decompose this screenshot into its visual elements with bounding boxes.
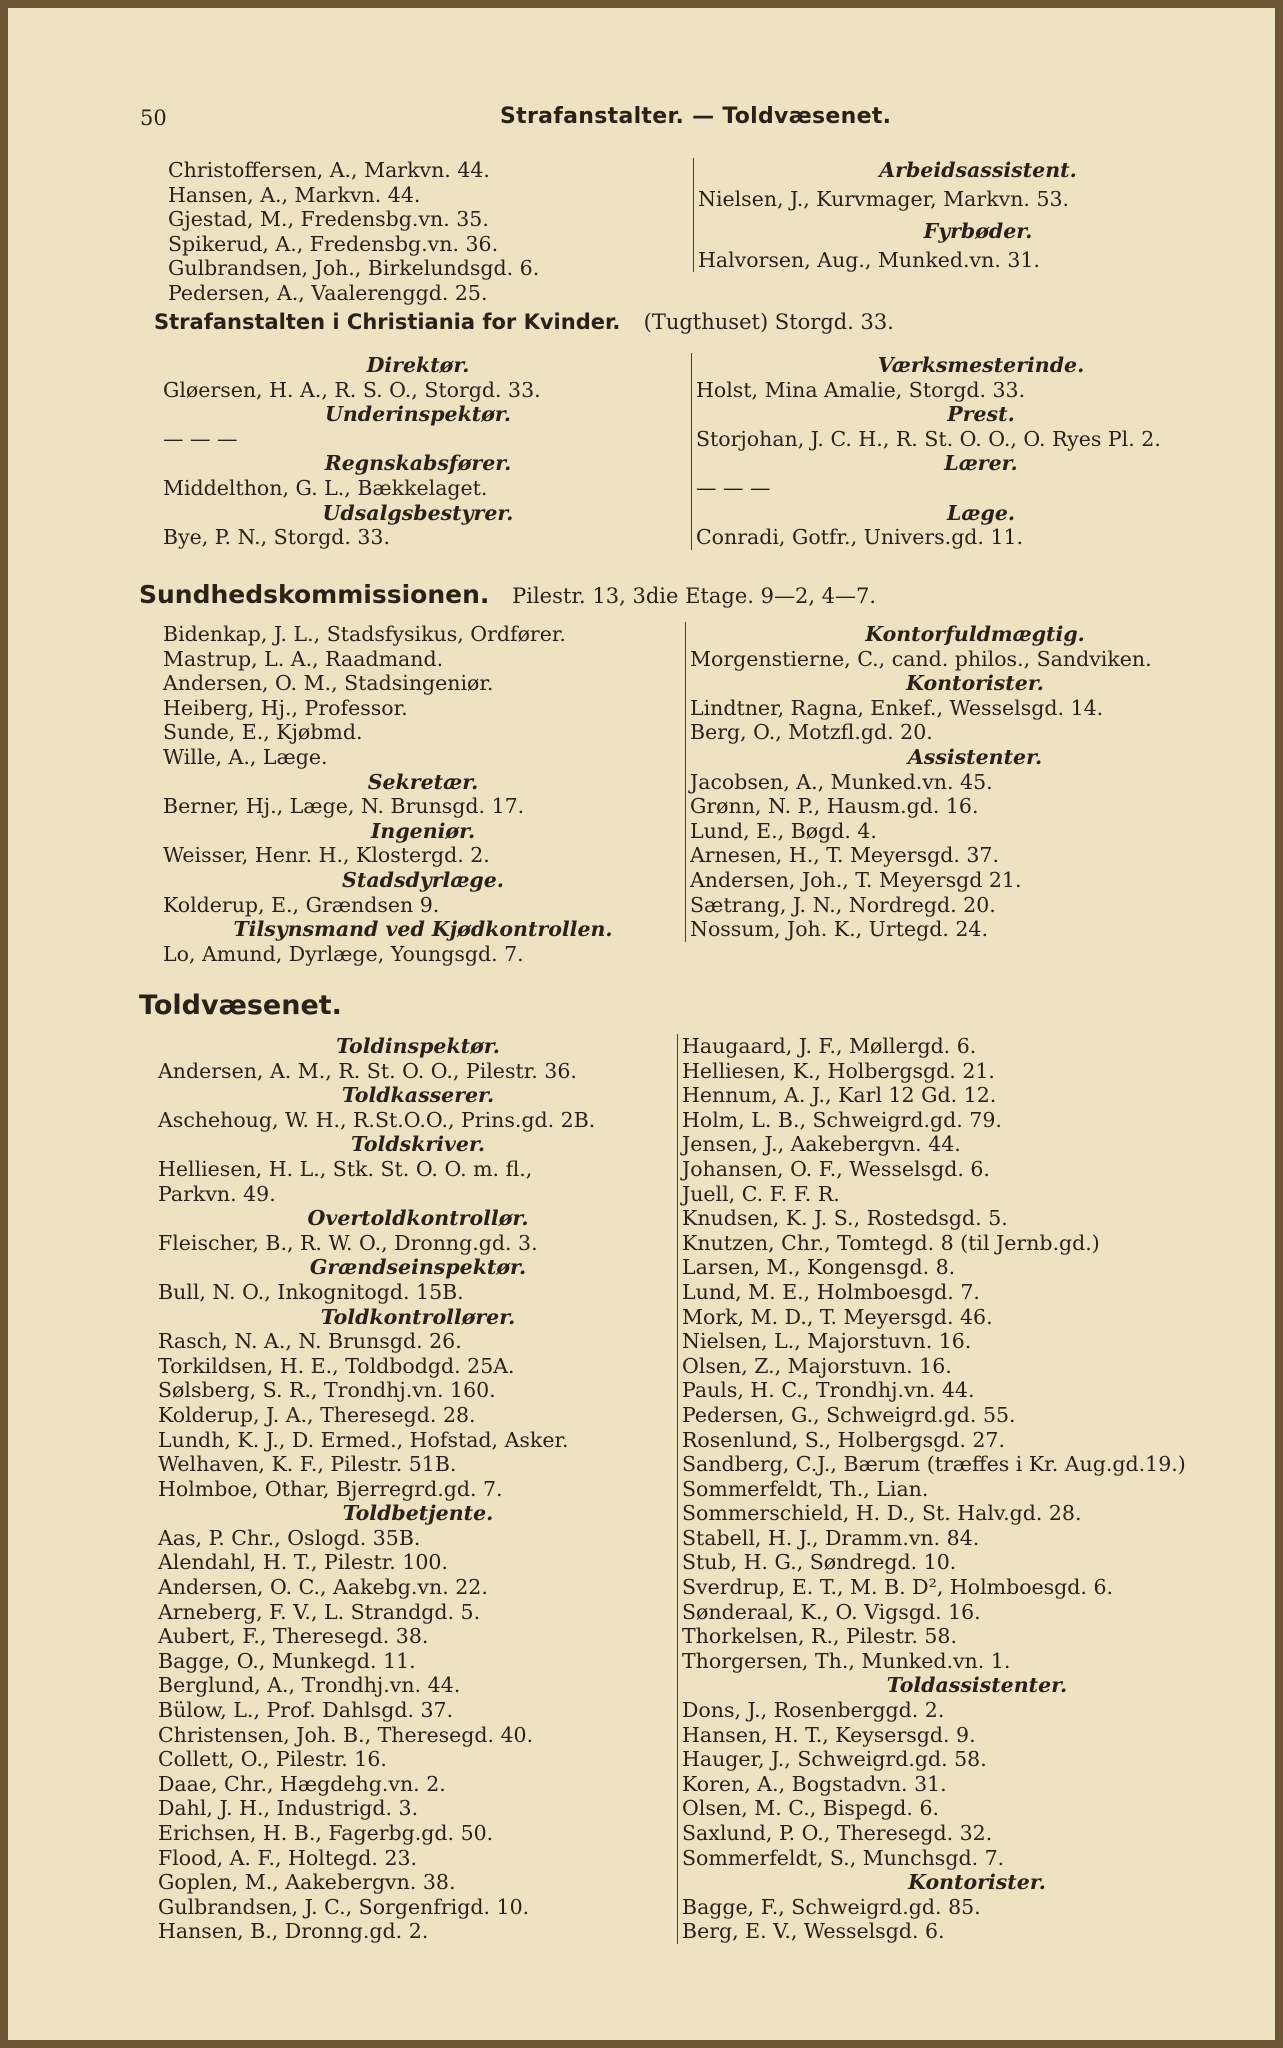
entry: Middelthon, G. L., Bækkelaget. [163,475,488,500]
entry: Juell, C. F. F. R. [682,1181,840,1206]
entry: Nielsen, J., Kurvmager, Markvn. 53. [698,186,1070,211]
section-title-text: Toldvæsenet. [139,990,342,1021]
section-heading: Lærer. [944,451,1018,476]
entry: — — — [696,475,771,500]
entry: Mastrup, L. A., Raadmand. [163,646,444,671]
section-heading: Kontorister. [906,671,1044,696]
entry: Andersen, O. M., Stadsingeniør. [163,671,494,696]
section-title-text: Strafanstalten i Christiania for Kvinder. [154,310,621,334]
entry: Storjohan, J. C. H., R. St. O. O., O. Ryes Pl. 2. [696,426,1161,451]
entry: Andersen, Joh., T. Meyersgd 21. [690,867,1022,892]
section-heading: Sekretær. [367,769,479,794]
entry: Andersen, O. C., Aakebg.vn. 22. [158,1575,488,1600]
entry: Parkvn. 49. [158,1181,276,1206]
entry: Knutzen, Chr., Tomtegd. 8 (til Jernb.gd.) [682,1230,1100,1255]
entry: Pauls, H. C., Trondhj.vn. 44. [682,1378,975,1403]
entry: Rasch, N. A., N. Brunsgd. 26. [158,1329,462,1354]
entry: Nielsen, L., Majorstuvn. 16. [682,1329,972,1354]
entry: Spikerud, A., Fredensbg.vn. 36. [168,231,499,256]
section-heading: Underinspektør. [325,402,511,427]
entry: Dahl, J. H., Industrigd. 3. [158,1796,419,1821]
entry: Alendahl, H. T., Pilestr. 100. [158,1550,448,1575]
entry: Collett, O., Pilestr. 16. [158,1747,387,1772]
entry: Flood, A. F., Holtegd. 23. [158,1845,418,1870]
entry: Hansen, A., Markvn. 44. [168,182,421,207]
entry: Grønn, N. P., Hausm.gd. 16. [690,794,979,819]
entry: Welhaven, K. F., Pilestr. 51B. [158,1452,457,1477]
entry: Holst, Mina Amalie, Storgd. 33. [696,377,1026,402]
section-subtitle: Pilestr. 13, 3die Etage. 9—2, 4—7. [512,584,877,608]
section-title-told [139,990,342,1021]
sundhed-left [163,622,683,966]
entry: Erichsen, H. B., Fagerbg.gd. 50. [158,1821,494,1845]
entry: Koren, A., Bogstadvn. 31. [682,1771,947,1796]
entry: Andersen, A. M., R. St. O. O., Pilestr. 36. [158,1058,577,1083]
entry: Sommerschield, H. D., St. Halv.gd. 28. [682,1501,1082,1526]
section-title-text: Sundhedskommissionen. [139,580,490,609]
section-heading: Fyrbøder. [923,219,1033,244]
entry: Pedersen, A., Vaalerenggd. 25. [168,280,488,305]
sundhed-right [685,622,1260,942]
entry: Sønderaal, K., O. Vigsgd. 16. [682,1599,981,1624]
entry: Christoffersen, A., Markvn. 44. [168,158,490,182]
page-number: 50 [140,106,167,130]
section-heading: Toldinspektør. [336,1034,500,1058]
entry: Conradi, Gotfr., Univers.gd. 11. [696,525,1024,550]
section-heading: Kontorfuldmægtig. [865,622,1085,646]
entry: Daae, Chr., Hægdehg.vn. 2. [158,1771,446,1796]
entry: Gjestad, M., Fredensbg.vn. 35. [168,207,489,232]
entry: Lundh, K. J., D. Ermed., Hofstad, Asker. [158,1427,569,1452]
entry: Berglund, A., Trondhj.vn. 44. [158,1673,461,1698]
section-heading: Overtoldkontrollør. [307,1206,529,1231]
section-heading: Toldskriver. [350,1132,486,1157]
entry: Holm, L. B., Schweigrd.gd. 79. [682,1107,1002,1132]
entry: Bidenkap, J. L., Stadsfysikus, Ordfører. [163,622,566,646]
entry: Stabell, H. J., Dramm.vn. 84. [682,1525,980,1550]
section-heading: Toldkontrollører. [320,1304,516,1329]
entry: Sætrang, J. N., Nordregd. 20. [690,892,996,917]
entry: Christensen, Joh. B., Theresegd. 40. [158,1722,534,1747]
entry: Olsen, Z., Majorstuvn. 16. [682,1353,952,1378]
section-heading: Regnskabsfører. [324,451,512,476]
entry: Lund, E., Bøgd. 4. [690,818,877,843]
entry: Bülow, L., Prof. Dahlsgd. 37. [158,1698,454,1723]
entry: Gulbrandsen, Joh., Birkelundsgd. 6. [168,256,540,281]
entry: Haugaard, J. F., Møllergd. 6. [682,1034,977,1058]
entry: Bye, P. N., Storgd. 33. [163,525,390,550]
section-heading: Kontorister. [908,1870,1046,1895]
section-heading: Ingeniør. [370,818,476,843]
entry: Wille, A., Læge. [163,744,328,769]
entry: Hansen, B., Dronng.gd. 2. [158,1919,429,1944]
entry: Bull, N. O., Inkognitogd. 15B. [158,1279,464,1304]
entry: Hennum, A. J., Karl 12 Gd. 12. [682,1083,997,1108]
entry: Aas, P. Chr., Oslogd. 35B. [158,1525,421,1550]
section-heading: Prest. [947,402,1015,427]
entry: Sommerfeldt, S., Munchsgd. 7. [682,1845,1005,1870]
entry: Helliesen, K., Holbergsgd. 21. [682,1058,995,1083]
entry: Berg, O., Motzfl.gd. 20. [690,720,933,745]
entry: Kolderup, J. A., Theresegd. 28. [158,1402,476,1427]
entry: Sverdrup, E. T., M. B. D², Holmboesgd. 6. [682,1575,1114,1600]
entry: Thorkelsen, R., Pilestr. 58. [682,1624,957,1649]
told-left [158,1034,678,1944]
entry: Arneberg, F. V., L. Strandgd. 5. [158,1599,481,1624]
entry: Kolderup, E., Grændsen 9. [163,892,440,917]
entry: Jacobsen, A., Munked.vn. 45. [690,769,993,794]
entry: Arnesen, H., T. Meyersgd. 37. [690,843,999,868]
entry: Lo, Amund, Dyrlæge, Youngsgd. 7. [163,941,524,966]
section-heading: Toldkasserer. [341,1083,495,1108]
entry: Holmboe, Othar, Bjerregrd.gd. 7. [158,1476,503,1501]
entry: Lund, M. E., Holmboesgd. 7. [682,1279,980,1304]
entry: Helliesen, H. L., Stk. St. O. O. m. fl., [158,1156,533,1181]
entry: Knudsen, K. J. S., Rostedsgd. 5. [682,1206,1008,1231]
section-heading: Stadsdyrlæge. [342,867,504,892]
entry: Sunde, E., Kjøbmd. [163,720,363,745]
section-heading: Direktør. [366,353,470,377]
entry: Goplen, M., Aakebergvn. 38. [158,1870,456,1895]
section-heading: Grændseinspektør. [309,1255,527,1280]
entry: Olsen, M. C., Bispegd. 6. [682,1796,940,1821]
entry: Nossum, Joh. K., Urtegd. 24. [690,917,988,942]
entry: — — — [163,426,238,451]
entry: Dons, J., Rosenberggd. 2. [682,1698,945,1723]
entry: Berg, E. V., Wesselsgd. 6. [682,1919,945,1944]
section-title-kvinder [154,310,894,334]
entry: Hansen, H. T., Keysersgd. 9. [682,1722,976,1747]
section-heading: Udsalgsbestyrer. [322,500,514,525]
section-heading: Tilsynsmand ved Kjødkontrollen. [233,917,613,942]
entry: Berner, Hj., Læge, N. Brunsgd. 17. [163,794,525,819]
entry: Thorgersen, Th., Munked.vn. 1. [682,1648,1011,1673]
entry: Torkildsen, H. E., Toldbodgd. 25A. [158,1353,515,1378]
entry: Aubert, F., Theresegd. 38. [158,1624,429,1649]
entry: Weisser, Henr. H., Klostergd. 2. [163,843,490,868]
entry: Pedersen, G., Schweigrd.gd. 55. [682,1402,1016,1427]
entry: Mork, M. D., T. Meyersgd. 46. [682,1304,993,1329]
entry: Halvorsen, Aug., Munked.vn. 31. [698,247,1040,272]
entry: Gulbrandsen, J. C., Sorgenfrigd. 10. [158,1894,530,1919]
entry: Saxlund, P. O., Theresegd. 32. [682,1821,993,1845]
told-right [677,1034,1272,1944]
entry: Morgenstierne, C., cand. philos., Sandviken. [690,646,1152,671]
section-heading: Arbeidsassistent. [879,158,1077,182]
entry: Heiberg, Hj., Professor. [163,695,408,720]
block1-left [168,158,688,306]
section-heading: Værksmesterinde. [877,353,1085,377]
entry: Aschehoug, W. H., R.St.O.O., Prins.gd. 2B. [158,1107,596,1132]
directory-page [8,8,1275,2040]
entry: Sandberg, C.J., Bærum (træffes i Kr. Aug.gd.19.) [682,1452,1186,1477]
entry: Fleischer, B., R. W. O., Dronng.gd. 3. [158,1230,538,1255]
entry: Larsen, M., Kongensgd. 8. [682,1255,956,1280]
entry: Stub, H. G., Søndregd. 10. [682,1550,957,1575]
block1-right [693,158,1258,272]
section-title-sundhed [139,580,876,609]
section-subtitle: (Tugthuset) Storgd. 33. [643,310,894,334]
section-heading: Assistenter. [907,744,1043,769]
entry: Hauger, J., Schweigrd.gd. 58. [682,1747,987,1772]
section-heading: Toldassistenter. [886,1673,1068,1698]
running-head: Strafanstalter. — Toldvæsenet. [500,104,892,129]
section-heading: Toldbetjente. [342,1501,494,1526]
kvinder-right [691,353,1266,550]
entry: Bagge, F., Schweigrd.gd. 85. [682,1894,981,1919]
entry: Rosenlund, S., Holbergsgd. 27. [682,1427,1005,1452]
entry: Sølsberg, S. R., Trondhj.vn. 160. [158,1378,496,1403]
entry: Lindtner, Ragna, Enkef., Wesselsgd. 14. [690,695,1104,720]
entry: Sommerfeldt, Th., Lian. [682,1476,929,1501]
entry: Jensen, J., Aakebergvn. 44. [682,1132,961,1157]
entry: Bagge, O., Munkegd. 11. [158,1648,416,1673]
entry: Johansen, O. F., Wesselsgd. 6. [682,1156,990,1181]
entry: Gløersen, H. A., R. S. O., Storgd. 33. [163,377,541,402]
kvinder-left [163,353,673,550]
section-heading: Læge. [946,500,1016,525]
